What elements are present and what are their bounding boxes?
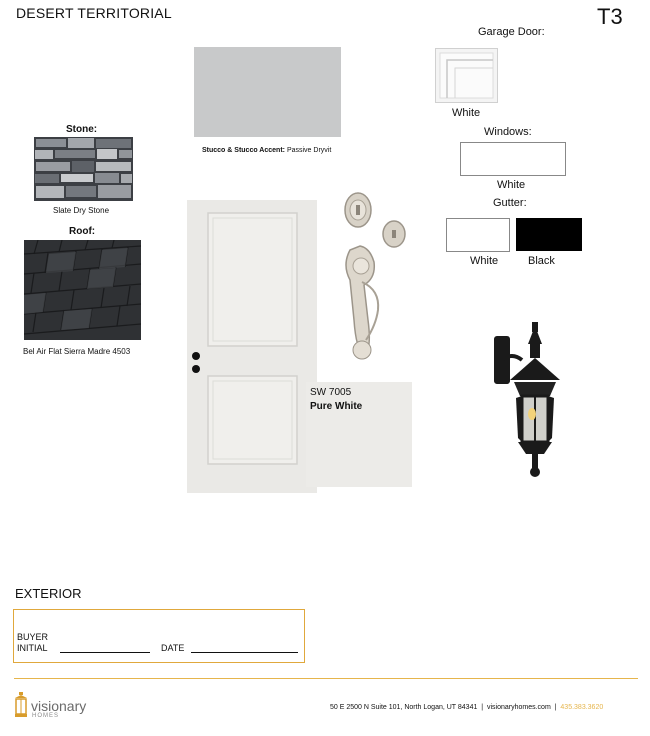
stucco-label-bold: Stucco & Stucco Accent: — [202, 147, 285, 154]
windows-color-name: White — [497, 179, 526, 191]
footer-contact — [330, 704, 603, 711]
garage-heading: Garage Door: — [478, 26, 545, 38]
door-hardware-image — [340, 190, 410, 365]
gutter-white-name: White — [470, 255, 499, 267]
footer-website[interactable]: visionaryhomes.com — [486, 704, 551, 711]
date-label: DATE — [161, 643, 185, 653]
gutter-white-swatch — [446, 218, 510, 252]
footer-divider — [14, 678, 638, 679]
footer-separator-1: | — [481, 704, 484, 711]
buyer-label-line2: INITIAL — [17, 643, 48, 653]
buyer-initial-box — [13, 609, 305, 663]
exterior-light-image — [492, 322, 574, 480]
stone-heading: Stone: — [66, 124, 98, 135]
section-title: EXTERIOR — [15, 586, 82, 601]
footer-brand-sub: HOMES — [32, 713, 60, 719]
front-door-image — [187, 200, 317, 493]
windows-heading: Windows: — [484, 126, 532, 138]
plan-code: T3 — [597, 4, 623, 29]
footer-address: 50 E 2500 N Suite 101, North Logan, UT 84341 — [330, 704, 478, 711]
garage-color-name: White — [452, 107, 481, 119]
gutter-heading: Gutter: — [493, 197, 527, 209]
roof-name: Bel Air Flat Sierra Madre 4503 — [23, 347, 131, 356]
stucco-label-value: Passive Dryvit — [286, 147, 332, 154]
windows-swatch — [460, 142, 566, 176]
gutter-black-swatch — [516, 218, 582, 251]
footer-brand: visionary — [31, 698, 87, 714]
date-line[interactable] — [191, 652, 298, 653]
footer-separator-2: | — [554, 704, 557, 711]
stone-swatch — [34, 137, 133, 201]
buyer-initial-line[interactable] — [60, 652, 150, 653]
footer-phone[interactable]: 435.383.3620 — [560, 704, 604, 711]
stone-name: Slate Dry Stone — [53, 206, 110, 215]
visionary-lantern-icon — [14, 692, 28, 720]
stucco-label — [202, 147, 331, 154]
gutter-black-name: Black — [528, 255, 555, 267]
page-title: DESERT TERRITORIAL — [16, 5, 172, 21]
buyer-label-line1: BUYER — [17, 632, 49, 642]
garage-door-swatch — [435, 48, 498, 103]
roof-heading: Roof: — [69, 226, 96, 237]
roof-swatch — [24, 240, 141, 340]
paint-name: Pure White — [310, 401, 363, 412]
stucco-swatch — [194, 47, 341, 137]
paint-code: SW 7005 — [310, 387, 352, 398]
